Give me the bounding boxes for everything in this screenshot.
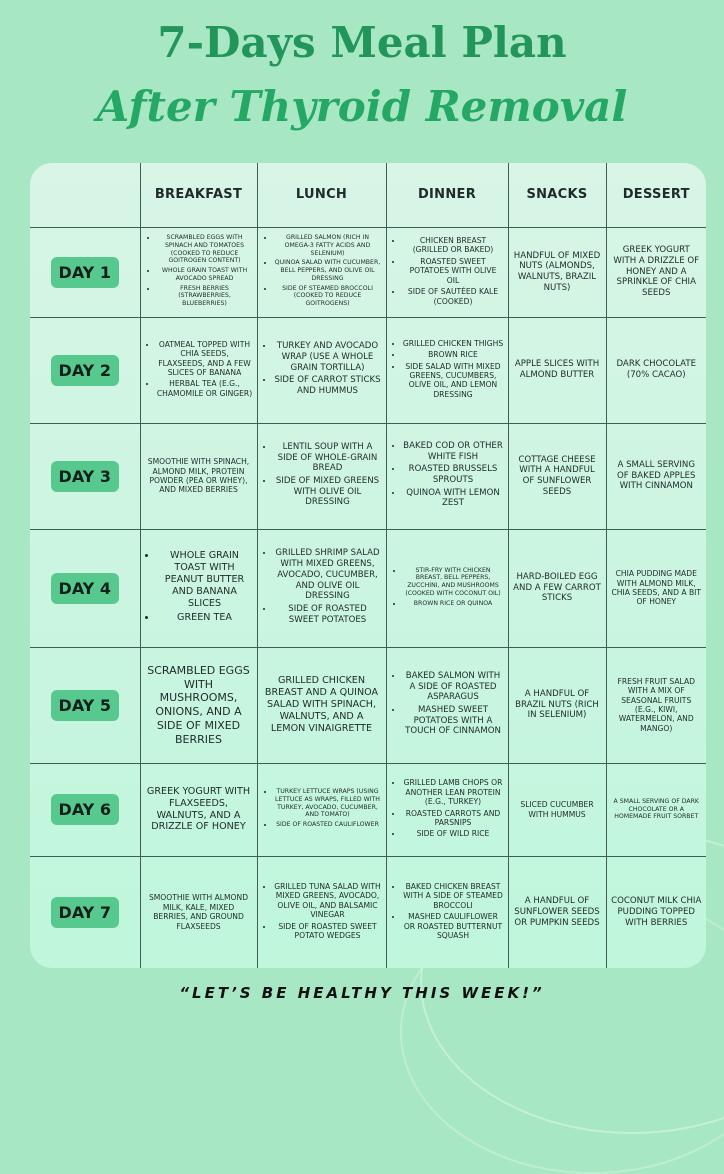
meal-item: A SMALL SERVING OF DARK CHOCOLATE OR A HOMEMADE FRUIT SORBET [613,797,699,821]
meal-cell-snacks [508,647,606,763]
meal-cell-lunch [257,647,386,763]
meal-cell-snacks [508,763,606,856]
meal-item: HARD-BOILED EGG AND A FEW CARROT STICKS [513,571,601,604]
meal-list [391,236,504,306]
meal-item: • LENTIL SOUP WITH A SIDE OF WHOLE-GRAIN BREAD [274,442,382,474]
day-label: DAY 5 [51,690,119,721]
meal-item: A HANDFUL OF SUNFLOWER SEEDS OR PUMPKIN SEEDS [514,896,600,928]
meal-cell-breakfast [140,856,257,968]
meal-item: GRILLED CHICKEN BREAST AND A QUINOA SALAD WITH SPINACH, WALNUTS, AND A LEMON VINAIGRETTE [264,675,379,734]
meal-item: • BAKED SALMON WITH A SIDE OF ROASTED ASPARAGUS [403,671,504,703]
meal-item: • SCRAMBLED EGGS WITH SPINACH AND TOMATOES (COOKED TO REDUCE GOITROGEN CONTENT) [157,234,253,265]
meal-item: COTTAGE CHEESE WITH A HANDFUL OF SUNFLOWER SEEDS [518,454,596,497]
meal-item: • TURKEY AND AVOCADO WRAP (USE A WHOLE GRAIN TORTILLA) [274,341,382,373]
meal-cell-breakfast [140,763,257,856]
day-label-cell [30,227,140,317]
meal-cell-dinner [386,529,508,647]
meal-cell-dessert [606,317,706,423]
meal-item: • SIDE OF ROASTED CAULIFLOWER [274,821,382,829]
meal-item: • SIDE OF STEAMED BROCCOLI (COOKED TO REDUCE GOITROGENS) [274,285,382,308]
day-row [30,227,706,317]
meal-item: • TURKEY LETTUCE WRAPS (USING LETTUCE AS WRAPS, FILLED WITH TURKEY, AVOCADO, CUCUMBER, AND TOMATO) [274,788,382,819]
day-label-cell [30,317,140,423]
meal-item: • SIDE OF MIXED GREENS WITH OLIVE OIL DRESSING [274,476,382,508]
meal-item: • SIDE OF WILD RICE [403,829,504,838]
meal-item: HANDFUL OF MIXED NUTS (ALMONDS, WALNUTS, BRAZIL NUTS) [513,250,601,293]
page-subtitle: After Thyroid Removal [96,82,628,131]
meal-item: DARK CHOCOLATE (70% CACAO) [616,359,697,380]
meal-item: • OATMEAL TOPPED WITH CHIA SEEDS, FLAXSEEDS, AND A FEW SLICES OF BANANA [157,340,253,378]
meal-cell-dessert [606,647,706,763]
meal-list [391,567,504,608]
page-title: 7-Days Meal Plan [157,18,567,67]
meal-item: • SIDE OF ROASTED SWEET POTATOES [274,604,382,625]
meal-cell-lunch [257,856,386,968]
column-header-dessert: DESSERT [606,163,706,227]
meal-cell-dessert [606,423,706,529]
meal-cell-dessert [606,856,706,968]
meal-cell-dinner [386,763,508,856]
meal-item: • STIR-FRY WITH CHICKEN BREAST, BELL PEPPERS, ZUCCHINI, AND MUSHROOMS (COOKED WITH COCONUT OIL) [403,567,504,598]
day-label: DAY 3 [51,461,119,492]
meal-item: GREEK YOGURT WITH A DRIZZLE OF HONEY AND A SPRINKLE OF CHIA SEEDS [613,245,700,299]
meal-item: • GREEN TEA [157,612,253,624]
column-header-breakfast: BREAKFAST [140,163,257,227]
meal-item: • ROASTED BRUSSELS SPROUTS [403,464,504,485]
column-header-dinner: DINNER [386,163,508,227]
day-label: DAY 7 [51,897,119,928]
meal-item: • MASHED CAULIFLOWER OR ROASTED BUTTERNUT SQUASH [403,912,504,940]
meal-list [262,548,382,625]
corner-cell [30,163,140,227]
meal-cell-snacks [508,856,606,968]
meal-cell-lunch [257,763,386,856]
meal-list [145,234,253,308]
meal-item: • MASHED SWEET POTATOES WITH A TOUCH OF CINNAMON [403,705,504,737]
meal-cell-dessert [606,529,706,647]
meal-cell-dinner [386,856,508,968]
meal-list [262,882,382,941]
meal-item: • BAKED COD OR OTHER WHITE FISH [403,441,504,462]
meal-list [145,550,253,624]
meal-item: • GRILLED SALMON (RICH IN OMEGA-3 FATTY ACIDS AND SELENIUM) [274,234,382,257]
day-row [30,423,706,529]
meal-list [391,339,504,400]
meal-list [262,234,382,308]
meal-list [391,882,504,941]
day-row [30,763,706,856]
meal-list [145,340,253,399]
meal-cell-lunch [257,423,386,529]
day-label-cell [30,763,140,856]
meal-cell-snacks [508,423,606,529]
column-header-lunch: LUNCH [257,163,386,227]
meal-item: • BROWN RICE [403,350,504,359]
meal-item: • GRILLED CHICKEN THIGHS [403,339,504,348]
meal-item: • FRESH BERRIES (STRAWBERRIES, BLUEBERRIES) [157,285,253,308]
day-label-cell [30,856,140,968]
meal-item: • ROASTED CARROTS AND PARSNIPS [403,809,504,828]
day-label-cell [30,529,140,647]
meal-cell-snacks [508,227,606,317]
meal-cell-lunch [257,227,386,317]
meal-item: • SIDE OF SAUTÉED KALE (COOKED) [403,287,504,306]
meal-cell-breakfast [140,317,257,423]
meal-cell-snacks [508,529,606,647]
meal-cell-dinner [386,423,508,529]
meal-item: • BROWN RICE OR QUINOA [403,600,504,608]
meal-item: • QUINOA WITH LEMON ZEST [403,488,504,509]
meal-cell-lunch [257,529,386,647]
meal-item: • GRILLED SHRIMP SALAD WITH MIXED GREENS, AVOCADO, CUCUMBER, AND OLIVE OIL DRESSING [274,548,382,602]
meal-cell-breakfast [140,647,257,763]
meal-list [262,341,382,397]
meal-item: • WHOLE GRAIN TOAST WITH AVOCADO SPREAD [157,267,253,283]
meal-cell-lunch [257,317,386,423]
day-label: DAY 4 [51,573,119,604]
meal-item: • GRILLED TUNA SALAD WITH MIXED GREENS, AVOCADO, OLIVE OIL, AND BALSAMIC VINEGAR [274,882,382,920]
meal-cell-breakfast [140,529,257,647]
meal-item: SMOOTHIE WITH SPINACH, ALMOND MILK, PROTEIN POWDER (PEA OR WHEY), AND MIXED BERRIES [147,457,250,495]
meal-cell-snacks [508,317,606,423]
meal-cell-breakfast [140,227,257,317]
meal-item: • QUINOA SALAD WITH CUCUMBER, BELL PEPPERS, AND OLIVE OIL DRESSING [274,259,382,282]
meal-item: • ROASTED SWEET POTATOES WITH OLIVE OIL [403,257,504,285]
footer-slogan: “LET’S BE HEALTHY THIS WEEK!” [179,984,545,1002]
meal-item: • SIDE SALAD WITH MIXED GREENS, CUCUMBERS, OLIVE OIL, AND LEMON DRESSING [403,362,504,400]
day-label-cell [30,423,140,529]
meal-cell-dessert [606,763,706,856]
day-label-cell [30,647,140,763]
meal-item: GREEK YOGURT WITH FLAXSEEDS, WALNUTS, AND A DRIZZLE OF HONEY [146,785,251,833]
meal-item: • SIDE OF CARROT STICKS AND HUMMUS [274,375,382,396]
meal-cell-breakfast [140,423,257,529]
day-label: DAY 6 [51,794,119,825]
day-row [30,647,706,763]
meal-item: A HANDFUL OF BRAZIL NUTS (RICH IN SELENIUM) [515,688,599,721]
meal-list [391,778,504,839]
meal-cell-dinner [386,317,508,423]
day-row [30,317,706,423]
meal-plan-card [30,163,706,968]
meal-plan-table [30,163,706,968]
meal-item: SLICED CUCUMBER WITH HUMMUS [520,800,594,819]
meal-item: • SIDE OF ROASTED SWEET POTATO WEDGES [274,922,382,941]
meal-list [262,788,382,829]
meal-cell-dinner [386,647,508,763]
meal-item: FRESH FRUIT SALAD WITH A MIX OF SEASONAL FRUITS (E.G., KIWI, WATERMELON, AND MANGO) [617,676,695,733]
meal-item: APPLE SLICES WITH ALMOND BUTTER [514,359,600,380]
day-label: DAY 2 [51,355,119,386]
meal-list [391,671,504,737]
meal-item: • GRILLED LAMB CHOPS OR ANOTHER LEAN PROTEIN (E.G., TURKEY) [403,778,504,806]
meal-item: CHIA PUDDING MADE WITH ALMOND MILK, CHIA SEEDS, AND A BIT OF HONEY [611,569,702,607]
meal-item: • HERBAL TEA (E.G., CHAMOMILE OR GINGER) [157,379,253,398]
meal-item: SCRAMBLED EGGS WITH MUSHROOMS, ONIONS, AND A SIDE OF MIXED BERRIES [147,663,250,746]
meal-cell-dessert [606,227,706,317]
column-header-snacks: SNACKS [508,163,606,227]
day-row [30,856,706,968]
meal-item: A SMALL SERVING OF BAKED APPLES WITH CINNAMON [616,459,696,492]
meal-item: • CHICKEN BREAST (GRILLED OR BAKED) [403,236,504,255]
meal-item: SMOOTHIE WITH ALMOND MILK, KALE, MIXED BERRIES, AND GROUND FLAXSEEDS [148,893,249,931]
day-label: DAY 1 [51,257,119,288]
meal-item: COCONUT MILK CHIA PUDDING TOPPED WITH BERRIES [611,896,702,928]
meal-item: • BAKED CHICKEN BREAST WITH A SIDE OF STEAMED BROCCOLI [403,882,504,910]
meal-cell-dinner [386,227,508,317]
meal-item: • WHOLE GRAIN TOAST WITH PEANUT BUTTER AND BANANA SLICES [157,550,253,610]
day-row [30,529,706,647]
meal-list [262,442,382,508]
meal-list [391,441,504,509]
header-row [30,163,706,227]
